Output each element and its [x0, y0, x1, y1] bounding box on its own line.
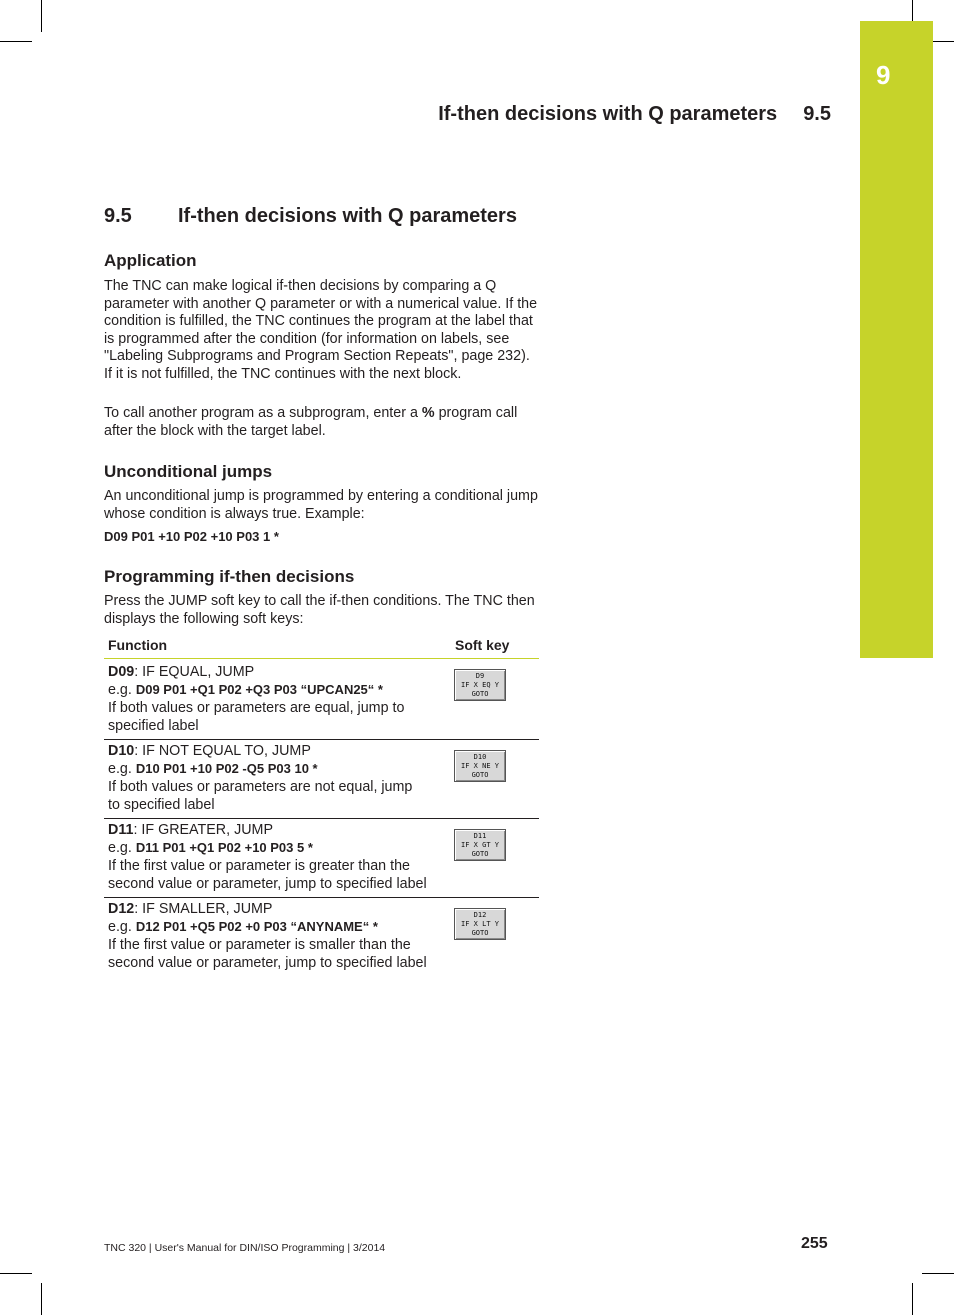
running-header — [438, 103, 831, 126]
unconditional-paragraph: An unconditional jump is programmed by entering a conditional jump whose condition is always true. Example: — [104, 488, 538, 522]
example-code: D12 P01 +Q5 P02 +0 P03 “ANYNAME“ * — [135, 919, 378, 934]
section-title-text: If-then decisions with Q parameters — [178, 205, 517, 227]
softkey-line: GOTO — [471, 850, 489, 858]
function-cell — [104, 659, 428, 739]
column-header-softkey: Soft key — [455, 637, 510, 653]
function-title — [108, 742, 428, 760]
chapter-tab — [860, 21, 933, 658]
softkey-d12-button[interactable] — [454, 908, 506, 940]
example-code: D11 P01 +Q1 P02 +10 P03 5 * — [135, 840, 313, 855]
function-cell — [104, 819, 428, 897]
application-heading: Application — [104, 251, 197, 270]
para2-bold: % — [421, 405, 435, 421]
softkey-line: IF X GT Y — [461, 841, 499, 849]
function-description: If the first value or parameter is greater than the second value or parameter, jump to specified label — [108, 858, 427, 892]
function-description: If the first value or parameter is smaller than the second value or parameter, jump to specified label — [108, 937, 427, 971]
function-code: D09 — [108, 664, 135, 680]
table-row — [104, 898, 539, 976]
function-title — [108, 900, 428, 918]
function-name: : IF EQUAL, JUMP — [134, 664, 255, 680]
column-header-function: Function — [108, 637, 168, 653]
example-prefix: e.g. — [108, 919, 136, 935]
function-cell — [104, 898, 428, 976]
unconditional-heading: Unconditional jumps — [104, 462, 273, 481]
softkey-d10-button[interactable] — [454, 750, 506, 782]
section-number: 9.5 — [104, 205, 132, 227]
function-name: : IF SMALLER, JUMP — [134, 901, 273, 917]
running-header-title: If-then decisions with Q parameters — [438, 103, 778, 125]
function-title — [108, 821, 428, 839]
footer-text: TNC 320 | User's Manual for DIN/ISO Programming | 3/2014 — [104, 1242, 386, 1254]
function-code: D11 — [108, 822, 134, 838]
softkey-line: GOTO — [471, 929, 489, 937]
chapter-number: 9 — [876, 60, 891, 90]
para2-post: program call after the block with the target label. — [104, 405, 518, 439]
table-row — [104, 659, 539, 740]
function-example — [108, 839, 428, 857]
programming-heading: Programming if-then decisions — [104, 567, 355, 586]
softkey-line: GOTO — [471, 771, 489, 779]
softkey-d09-button[interactable] — [454, 669, 506, 701]
unconditional-example: D09 P01 +10 P02 +10 P03 1 * — [104, 529, 279, 544]
softkey-line: D12 — [473, 911, 487, 919]
crop-mark — [41, 0, 42, 32]
section-title — [104, 205, 517, 228]
crop-mark — [0, 1273, 32, 1274]
softkey-line: D9 — [475, 672, 485, 680]
table-row — [104, 740, 539, 819]
softkey-line: IF X EQ Y — [461, 681, 499, 689]
function-example — [108, 760, 428, 778]
function-description: If both values or parameters are equal, jump to specified label — [108, 700, 405, 734]
programming-paragraph: Press the JUMP soft key to call the if-then conditions. The TNC then displays the following soft keys: — [104, 593, 535, 627]
table-row — [104, 819, 539, 898]
application-paragraph-1: The TNC can make logical if-then decisions by comparing a Q parameter with another Q parameter or with a numerical value. If the condition is fulfilled, the TNC continues the program at the label that is programmed after the condition (for information on labels, see "Labeling Subprograms and Program Section Repeats", page 232). If it is not fulfilled, the TNC continues with the next block. — [104, 278, 538, 382]
softkey-line: D11 — [473, 832, 487, 840]
softkey-line: IF X LT Y — [461, 920, 499, 928]
crop-mark — [41, 1283, 42, 1315]
example-prefix: e.g. — [108, 682, 136, 698]
function-cell — [104, 740, 428, 818]
softkey-line: D10 — [473, 753, 487, 761]
example-code: D10 P01 +10 P02 -Q5 P03 10 * — [135, 761, 318, 776]
crop-mark — [912, 1283, 913, 1315]
function-name: : IF GREATER, JUMP — [133, 822, 273, 838]
running-header-number: 9.5 — [803, 103, 831, 125]
function-title — [108, 663, 428, 681]
softkey-d11-button[interactable] — [454, 829, 506, 861]
page-number: 255 — [801, 1235, 828, 1252]
softkey-line: GOTO — [471, 690, 489, 698]
application-paragraph-2 — [104, 405, 539, 440]
softkey-line: IF X NE Y — [461, 762, 499, 770]
function-example — [108, 918, 428, 936]
example-prefix: e.g. — [108, 761, 136, 777]
function-code: D10 — [108, 743, 135, 759]
softkey-table — [104, 633, 539, 976]
crop-mark — [0, 41, 32, 42]
function-code: D12 — [108, 901, 135, 917]
function-example — [108, 681, 428, 699]
function-description: If both values or parameters are not equal, jump to specified label — [108, 779, 413, 813]
function-name: : IF NOT EQUAL TO, JUMP — [134, 743, 311, 759]
example-prefix: e.g. — [108, 840, 136, 856]
crop-mark — [922, 1273, 954, 1274]
para2-pre: To call another program as a subprogram, enter a — [104, 405, 422, 421]
table-header — [104, 633, 539, 659]
example-code: D09 P01 +Q1 P02 +Q3 P03 “UPCAN25“ * — [135, 682, 383, 697]
